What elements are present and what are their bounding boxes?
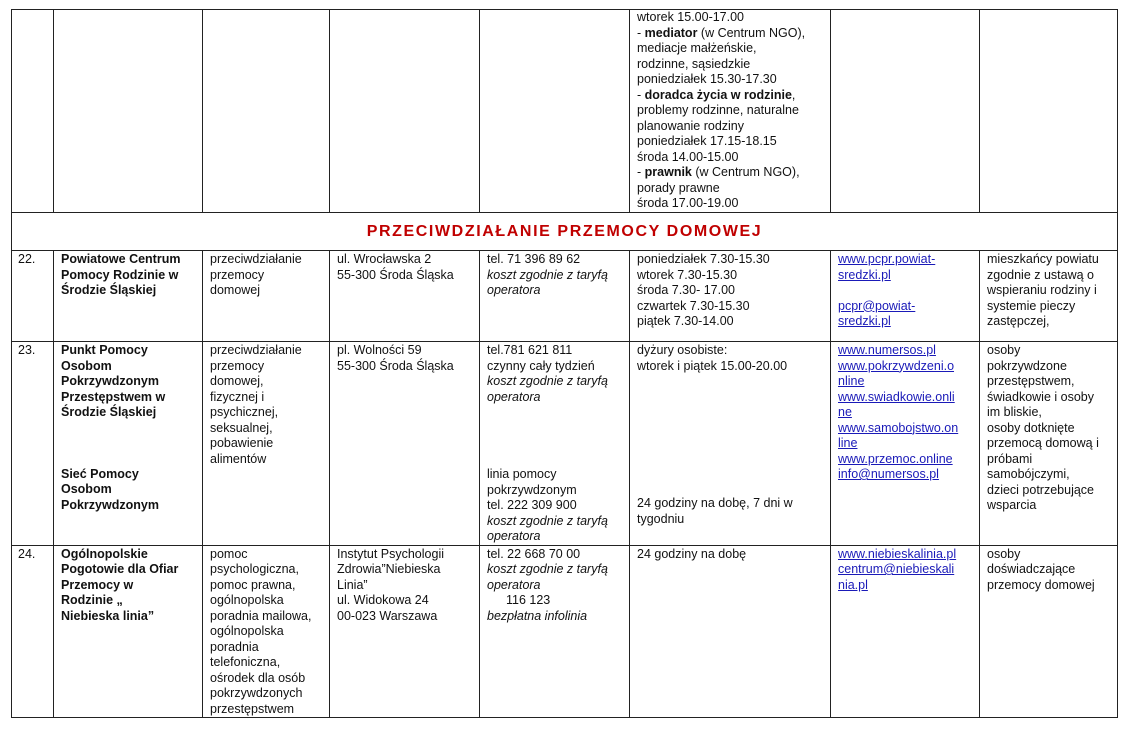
scope-line: ośrodek dla osób [210, 670, 306, 685]
recipients-line: wsparcia [987, 498, 1037, 512]
recipients-line: przemocy domowej [987, 577, 1095, 592]
hours-text: planowanie rodziny [637, 118, 745, 133]
address [330, 545, 480, 718]
hours-text: mediacje małżeńskie, [637, 41, 757, 55]
hours-text: środa 14.00-15.00 [637, 149, 739, 164]
hours-text: - [637, 165, 645, 179]
hours-text: , [791, 87, 796, 102]
name-line: Środzie Śląskiej [61, 283, 157, 297]
website-link[interactable]: www.pokrzywdzeni.o [838, 358, 955, 373]
name-line: Pokrzywdzonym [61, 497, 159, 512]
phone-note: operatora [487, 577, 541, 592]
hours-line [637, 150, 825, 166]
recipients [980, 342, 1118, 546]
website-link[interactable]: www.niebieskalinia.pl [838, 546, 957, 561]
address [330, 342, 480, 546]
name-line: Pomocy Rodzinie w [61, 267, 179, 282]
hours-text: (w Centrum NGO), [697, 25, 806, 40]
scope-line: przestępstwem [210, 701, 295, 716]
website-link[interactable]: nline [838, 374, 865, 388]
hours-line [637, 165, 825, 181]
scope-line: pokrzywdzonych [210, 686, 303, 700]
phone-note: operatora [487, 283, 541, 297]
phone-line: czynny cały tydzień [487, 358, 595, 373]
spacer [61, 421, 197, 467]
hours-role: doradca życia w rodzinie [644, 87, 792, 102]
hours-text: porady prawne [637, 180, 720, 195]
recipients [980, 251, 1118, 342]
hours-line [637, 26, 825, 42]
name-line: Pokrzywdzonym [61, 374, 159, 388]
scope-line: przeciwdziałanie [210, 343, 302, 357]
name-line: Sieć Pomocy [61, 466, 139, 481]
links [831, 342, 980, 546]
scope-line: poradnia [210, 639, 259, 654]
website-link[interactable]: www.samobojstwo.on [838, 420, 959, 435]
hours-line [637, 134, 825, 150]
spacer [838, 283, 974, 299]
scope-line: pomoc [210, 546, 248, 561]
hours-list [637, 10, 825, 212]
cell-recipients [980, 10, 1118, 213]
spacer [637, 435, 825, 496]
recipients-line: zastępczej, [987, 314, 1050, 328]
recipients-line: przestępstwem, [987, 374, 1075, 388]
table-row-continued [12, 10, 1118, 213]
hours-line: czwartek 7.30-15.30 [637, 298, 750, 313]
row-number: 24. [12, 545, 54, 718]
address-line: pl. Wolności 59 [337, 343, 422, 357]
hours-text: środa 17.00-19.00 [637, 196, 739, 210]
hours-text: - [637, 87, 645, 102]
address-line: Linia” [337, 577, 368, 592]
email-link[interactable]: info@numersos.pl [838, 467, 939, 481]
name-line: Środzie Śląskiej [61, 405, 157, 419]
name-line: Osobom [61, 482, 112, 496]
name-line: Rodzinie „ [61, 593, 123, 607]
recipients-line: mieszkańcy powiatu [987, 252, 1099, 266]
website-link[interactable]: www.pcpr.powiat- [838, 252, 936, 266]
recipients-line: zgodnie z ustawą o [987, 267, 1095, 282]
spacer [487, 405, 624, 467]
hours [630, 545, 831, 718]
institution-name [54, 342, 203, 546]
scope-line: alimentów [210, 451, 267, 466]
hours-line [637, 119, 825, 135]
scope-line: domowej [210, 283, 261, 297]
scope-line: psychologiczna, [210, 562, 299, 576]
table-row [12, 342, 1118, 546]
recipients-line: osoby dotknięte [987, 420, 1075, 435]
hours-line [637, 41, 825, 57]
hours-text: problemy rodzinne, naturalne [637, 103, 799, 117]
website-link[interactable]: ne [838, 405, 852, 419]
phone-line: linia pomocy [487, 467, 557, 481]
phone-line: pokrzywdzonym [487, 482, 577, 497]
institution-name [54, 545, 203, 718]
name-line: Punkt Pomocy [61, 343, 148, 357]
phone-note: koszt zgodnie z taryfą [487, 513, 608, 528]
recipients [980, 545, 1118, 718]
table-row [12, 545, 1118, 718]
row-number: 23. [12, 342, 54, 546]
recipients-line: próbami [987, 451, 1033, 466]
hours-line: wtorek i piątek 15.00-20.00 [637, 358, 788, 373]
scope-line: przemocy [210, 358, 265, 373]
name-line: Osobom [61, 358, 112, 373]
links [831, 545, 980, 718]
cell-links [831, 10, 980, 213]
hours-role: mediator [644, 25, 698, 40]
hours-text: rodzinne, sąsiedzkie [637, 56, 751, 71]
phone [480, 545, 630, 718]
recipients-line: pokrzywdzone [987, 358, 1067, 373]
scope-line: przemocy [210, 267, 265, 282]
scope-line: telefoniczna, [210, 655, 281, 669]
website-link[interactable]: www.przemoc.online [838, 451, 953, 466]
address-line: ul. Wrocławska 2 [337, 252, 432, 266]
email-link[interactable]: centrum@niebieskali [838, 562, 955, 576]
scope-line: domowej, [210, 374, 264, 388]
recipients-line: doświadczające [987, 562, 1076, 576]
spacer [637, 374, 825, 435]
hours-line: środa 7.30- 17.00 [637, 283, 735, 297]
recipients-line: świadkowie i osoby [987, 389, 1094, 404]
phone-note: operatora [487, 389, 541, 404]
hours-line [637, 10, 825, 26]
name-line: Przemocy w [61, 577, 134, 592]
email-link[interactable]: sredzki.pl [838, 314, 891, 328]
hotline-number: 116 123 [506, 593, 551, 607]
phone-note: koszt zgodnie z taryfą [487, 374, 608, 388]
hours-line: 24 godziny na dobę, 7 dni w [637, 496, 793, 510]
phone [480, 251, 630, 342]
recipients-line: dzieci potrzebujące [987, 482, 1095, 497]
scope-line: psychicznej, [210, 405, 279, 419]
scope-line: ogólnopolska [210, 593, 284, 607]
email-link[interactable]: pcpr@powiat- [838, 298, 916, 313]
website-link[interactable]: sredzki.pl [838, 267, 891, 282]
hours-text: poniedziałek 15.30-17.30 [637, 72, 777, 86]
table-row [12, 251, 1118, 342]
cell-address [330, 10, 480, 213]
phone-number: tel. 222 309 900 [487, 498, 577, 512]
scope-line: pomoc prawna, [210, 577, 296, 592]
hotline-note: bezpłatna infolinia [487, 608, 588, 623]
phone-number: tel. 71 396 89 62 [487, 252, 581, 266]
recipients-line: systemie pieczy [987, 298, 1076, 313]
hours-text: - [637, 25, 645, 40]
hours-line: 24 godziny na dobę [637, 546, 747, 561]
phone-number: tel. 22 668 70 00 [487, 546, 581, 561]
phone-number: tel.781 621 811 [487, 343, 573, 357]
phone [480, 342, 630, 546]
website-link[interactable]: www.swiadkowie.onli [838, 389, 955, 404]
scope-line: fizycznej i [210, 389, 265, 404]
phone-note: operatora [487, 529, 541, 543]
hours-text: wtorek 15.00-17.00 [637, 10, 745, 24]
cell-scope [203, 10, 330, 213]
scope-line: ogólnopolska [210, 624, 284, 638]
recipients-line: osoby [987, 546, 1021, 561]
cell-phone [480, 10, 630, 213]
scope [203, 545, 330, 718]
website-link[interactable]: line [838, 436, 858, 450]
recipients-line: samobójczymi, [987, 467, 1070, 481]
hours [630, 342, 831, 546]
links [831, 251, 980, 342]
email-link[interactable]: nia.pl [838, 577, 868, 592]
scope-line: pobawienie [210, 436, 274, 450]
hours-line [637, 57, 825, 73]
address [330, 251, 480, 342]
address-line: 00-023 Warszawa [337, 608, 438, 623]
cell-num [12, 10, 54, 213]
recipients-line: osoby [987, 343, 1021, 357]
cell-hours [630, 10, 831, 213]
address-line: Zdrowia”Niebieska [337, 562, 441, 576]
hours-line: dyżury osobiste: [637, 343, 728, 357]
institution-name [54, 251, 203, 342]
address-line: ul. Widokowa 24 [337, 593, 429, 607]
website-link[interactable]: www.numersos.pl [838, 343, 936, 357]
scope-line: poradnia mailowa, [210, 608, 312, 623]
cell-name [54, 10, 203, 213]
address-line: Instytut Psychologii [337, 546, 444, 561]
section-header-row [12, 213, 1118, 251]
phone-note: koszt zgodnie z taryfą [487, 267, 608, 282]
hours-line: wtorek 7.30-15.30 [637, 267, 738, 282]
recipients-line: wspieraniu rodziny i [987, 283, 1097, 297]
scope [203, 342, 330, 546]
hours-line: tygodniu [637, 511, 685, 526]
hours-line: poniedziałek 7.30-15.30 [637, 252, 770, 266]
address-line: 55-300 Środa Śląska [337, 358, 454, 373]
name-line: Przestępstwem w [61, 389, 166, 404]
phone-note: koszt zgodnie z taryfą [487, 562, 608, 576]
address-line: 55-300 Środa Śląska [337, 267, 454, 282]
hours-line [637, 196, 825, 212]
hours-line [637, 72, 825, 88]
hours-line [637, 103, 825, 119]
section-title: PRZECIWDZIAŁANIE PRZEMOCY DOMOWEJ [12, 213, 1118, 251]
row-number: 22. [12, 251, 54, 342]
recipients-line: im bliskie, [987, 405, 1042, 419]
name-line: Powiatowe Centrum [61, 252, 181, 266]
scope [203, 251, 330, 342]
hours-text: (w Centrum NGO), [691, 165, 800, 179]
hours-line [637, 181, 825, 197]
hours [630, 251, 831, 342]
hours-role: prawnik [644, 165, 692, 179]
name-line: Niebieska linia” [61, 608, 155, 623]
recipients-line: przemocą domową i [987, 436, 1099, 450]
scope-line: przeciwdziałanie [210, 252, 302, 266]
name-line: Ogólnopolskie [61, 546, 148, 561]
name-line: Pogotowie dla Ofiar [61, 562, 179, 576]
scope-line: seksualnej, [210, 420, 273, 435]
hours-text: poniedziałek 17.15-18.15 [637, 134, 777, 148]
services-table [11, 9, 1118, 718]
hours-line [637, 88, 825, 104]
hours-line: piątek 7.30-14.00 [637, 314, 734, 328]
